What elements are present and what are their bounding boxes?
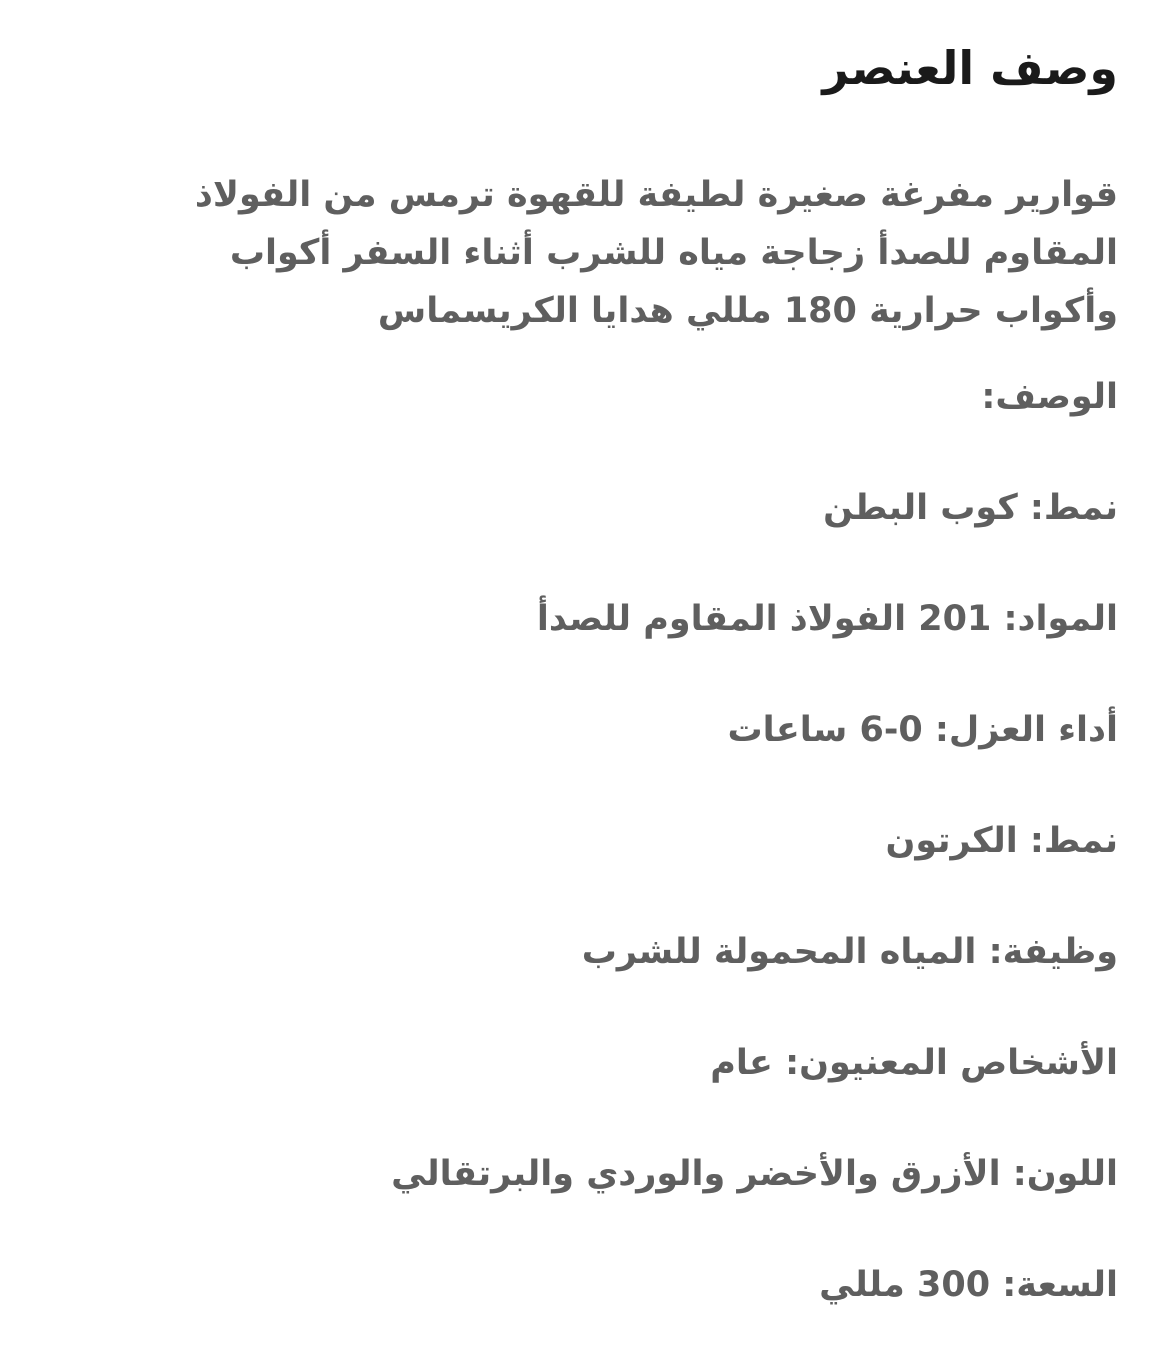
spec-insulation: أداء العزل: 0-6 ساعات (727, 710, 1118, 750)
spec-audience: الأشخاص المعنيون: عام (710, 1043, 1118, 1083)
summary-block (98, 166, 1118, 340)
spec-capacity: السعة: 300 مللي (819, 1265, 1118, 1305)
page-title: وصف العنصر (822, 41, 1118, 95)
spec-style: نمط: كوب البطن (823, 488, 1118, 528)
spec-pattern: نمط: الكرتون (885, 821, 1118, 861)
product-summary: قوارير مفرغة صغيرة لطيفة للقهوة ترمس من الفولاذ المقاوم للصدأ زجاجة مياه للشرب أثناء السفر أكواب وأكواب حرارية 180 مللي هدايا الكريسماس (194, 175, 1118, 331)
spec-list (58, 372, 1118, 1371)
spec-description-heading: الوصف: (981, 377, 1118, 417)
spec-function: وظيفة: المياه المحمولة للشرب (581, 932, 1118, 972)
spec-color: اللون: الأزرق والأخضر والوردي والبرتقالي (391, 1154, 1118, 1194)
spec-material: المواد: 201 الفولاذ المقاوم للصدأ (536, 599, 1118, 639)
